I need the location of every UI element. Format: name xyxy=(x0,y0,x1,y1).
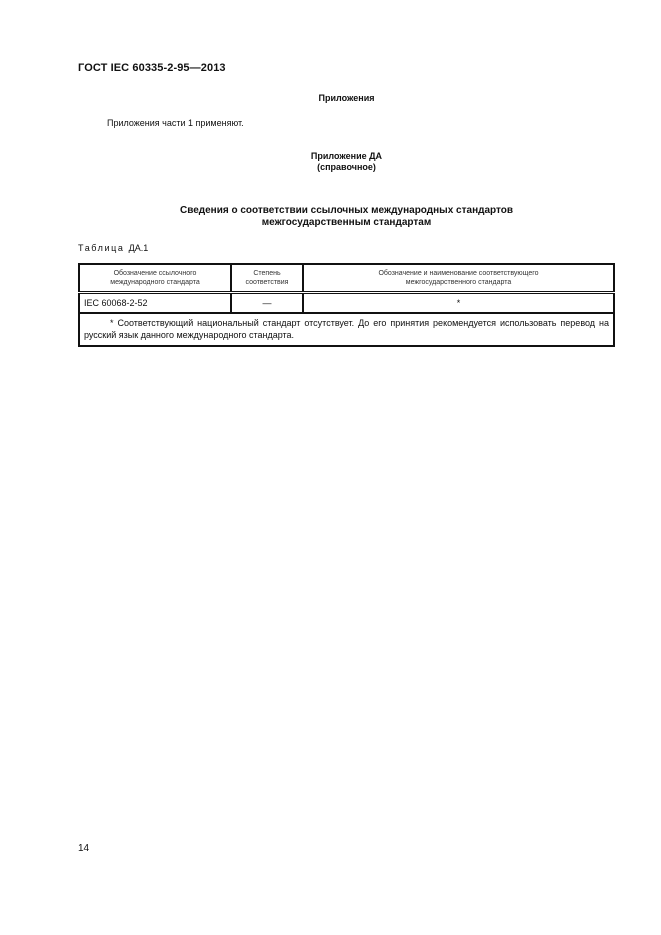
cell-interstate: * xyxy=(303,293,614,314)
column-header-degree-line2: соответствия xyxy=(245,279,289,286)
cell-degree: — xyxy=(231,293,303,314)
annex-subtitle: (справочное) xyxy=(317,162,376,172)
table-footnote: * Соответствующий национальный стандарт отсутствует. До его принятия рекомендуется использовать перевод на русский язык данного международного стандарта. xyxy=(84,318,609,340)
table-caption xyxy=(78,243,148,253)
column-header-degree-line1: Степень xyxy=(253,270,281,277)
table-row xyxy=(79,293,614,314)
column-header-reference xyxy=(79,264,231,293)
section-paragraph: Приложения части 1 применяют. xyxy=(107,118,244,128)
annex-heading-block xyxy=(0,205,661,229)
correspondence-table xyxy=(78,263,615,347)
annex-title: Приложение ДА xyxy=(310,151,383,161)
page-number: 14 xyxy=(78,843,90,854)
cell-reference: IEC 60068-2-52 xyxy=(79,293,231,314)
annex-title-block xyxy=(0,151,661,173)
table-caption-label: Таблица xyxy=(78,243,125,253)
column-header-reference-line1: Обозначение ссылочного xyxy=(113,270,197,277)
table-caption-number: ДА.1 xyxy=(128,243,149,253)
annex-heading-line2: межгосударственным стандартам xyxy=(261,217,432,228)
table-header-row xyxy=(79,264,614,293)
column-header-reference-line2: международного стандарта xyxy=(110,279,200,286)
column-header-interstate-line1: Обозначение и наименование соответствующего xyxy=(378,270,539,277)
annex-heading-line1: Сведения о соответствии ссылочных международных стандартов xyxy=(179,205,514,216)
table-footnote-cell xyxy=(79,313,614,346)
column-header-interstate-line2: межгосударственного стандарта xyxy=(405,279,512,286)
column-header-degree xyxy=(231,264,303,293)
table-footnote-row xyxy=(79,313,614,346)
section-title: Приложения xyxy=(318,93,375,103)
document-code: ГОСТ IEC 60335-2-95—2013 xyxy=(78,62,226,74)
column-header-interstate xyxy=(303,264,614,293)
